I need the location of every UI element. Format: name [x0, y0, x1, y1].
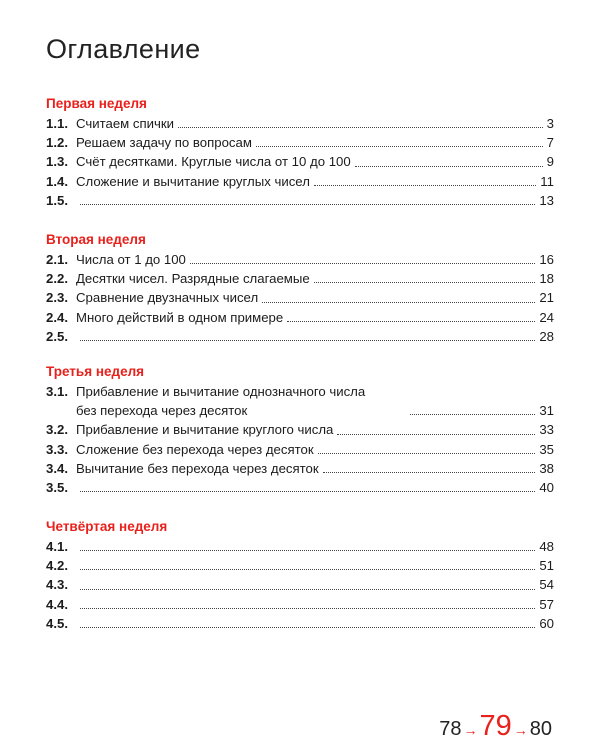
entry-page: 40: [539, 480, 554, 496]
next-page-number[interactable]: 80: [529, 718, 552, 740]
toc-entry[interactable]: [46, 382, 554, 420]
current-page-number: 79: [479, 710, 512, 742]
toc-entry[interactable]: [46, 288, 554, 307]
entry-page: 28: [539, 328, 554, 344]
week-title: Третья неделя: [46, 364, 145, 379]
entry-number: 3.2.: [46, 422, 68, 438]
toc-entry[interactable]: [46, 114, 554, 133]
dot-leader: [314, 185, 536, 186]
entry-number: 4.1.: [46, 539, 68, 554]
entry-title-line2: без перехода через десяток: [76, 403, 248, 419]
entry-number: 1.2.: [46, 135, 68, 151]
dot-leader: [318, 453, 536, 454]
entry-number: 4.4.: [46, 596, 68, 612]
toc-entry[interactable]: [46, 308, 554, 327]
entry-number: 3.3.: [46, 441, 68, 457]
dot-leader: [314, 282, 536, 283]
dot-leader: [262, 302, 535, 303]
arrow-right-icon: →: [513, 722, 528, 738]
entry-page: 38: [539, 460, 554, 476]
entry-page: 11: [540, 173, 554, 189]
dot-leader: [337, 434, 535, 435]
entry-number: 4.2.: [46, 558, 68, 574]
toc-entry[interactable]: [46, 478, 554, 497]
entry-title: Решаем задачу по вопросам: [76, 135, 252, 151]
dot-leader: [256, 146, 543, 147]
toc-entry[interactable]: [46, 614, 554, 633]
toc-entry[interactable]: [46, 327, 554, 346]
dot-leader: [80, 569, 535, 570]
entry-page: 16: [539, 252, 554, 267]
entry-page: 54: [539, 577, 554, 593]
entry-number: 1.3.: [46, 154, 68, 170]
dot-leader: [190, 263, 535, 264]
entry-page: 13: [539, 192, 554, 208]
toc-entry[interactable]: [46, 595, 554, 614]
entry-page: 33: [539, 422, 554, 438]
entry-number: 3.4.: [46, 460, 68, 476]
entry-page: 18: [539, 271, 554, 287]
entry-number: 2.5.: [46, 328, 68, 344]
entry-number: 1.5.: [46, 192, 68, 208]
toc-entry[interactable]: [46, 420, 554, 439]
entry-page: 48: [539, 539, 554, 554]
arrow-right-icon: →: [463, 722, 478, 738]
toc-entry[interactable]: [46, 152, 554, 171]
entry-number: 2.2.: [46, 271, 68, 287]
entry-title: Счёт десятками. Круглые числа от 10 до 100: [76, 154, 351, 170]
entry-page: 24: [539, 309, 554, 325]
dot-leader: [80, 204, 535, 205]
entry-title: Сложение и вычитание круглых чисел: [76, 173, 310, 189]
entry-number: 2.4.: [46, 309, 68, 325]
entry-page: 35: [539, 441, 554, 457]
entry-number: 4.5.: [46, 615, 68, 631]
dot-leader: [410, 414, 535, 415]
entry-title: Сравнение двузначных чисел: [76, 290, 259, 306]
page-title: Оглавление: [46, 34, 201, 64]
dot-leader: [323, 472, 536, 473]
dot-leader: [178, 127, 543, 128]
entry-title: Числа от 1 до 100: [76, 252, 186, 267]
dot-leader: [287, 321, 535, 322]
dot-leader: [80, 550, 535, 551]
week-title: Первая неделя: [46, 96, 147, 111]
dot-leader: [80, 340, 535, 341]
week-section-3: [46, 362, 554, 497]
week-section-1: [46, 94, 554, 210]
entry-title: Прибавление и вычитание круглого числа: [76, 422, 334, 438]
dot-leader: [80, 627, 535, 628]
entry-title-line1: Прибавление и вычитание однозначного числа: [76, 384, 366, 399]
entry-number: 3.1.: [46, 384, 68, 399]
toc-entry[interactable]: [46, 556, 554, 575]
toc-entry[interactable]: [46, 133, 554, 152]
toc-entry[interactable]: [46, 440, 554, 459]
toc-entry[interactable]: [46, 172, 554, 191]
entry-page: 7: [546, 135, 554, 151]
toc-entry[interactable]: [46, 191, 554, 210]
entry-title: Много действий в одном примере: [76, 309, 284, 325]
entry-number: 1.1.: [46, 116, 68, 131]
page-navigation: [439, 710, 552, 743]
entry-title: [76, 382, 406, 420]
prev-page-number[interactable]: 78: [439, 718, 462, 740]
entry-page: 57: [539, 596, 554, 612]
week-section-2: [46, 230, 554, 346]
entry-number: 2.1.: [46, 252, 68, 267]
week-section-4: [46, 517, 554, 633]
entry-number: 4.3.: [46, 577, 68, 593]
entry-title: Десятки чисел. Разрядные слагаемые: [76, 271, 310, 287]
entry-title: Сложение без перехода через десяток: [76, 441, 314, 457]
entry-title: Считаем спички: [76, 116, 175, 131]
entry-page: 3: [546, 116, 554, 131]
dot-leader: [80, 589, 535, 590]
entry-page: 21: [539, 290, 554, 306]
dot-leader: [80, 608, 535, 609]
entry-number: 1.4.: [46, 173, 68, 189]
week-title: Вторая неделя: [46, 232, 146, 247]
entry-number: 3.5.: [46, 480, 68, 496]
dot-leader: [80, 491, 535, 492]
entry-page: 31: [539, 403, 554, 419]
toc-entry[interactable]: [46, 269, 554, 288]
entry-title: Вычитание без перехода через десяток: [76, 460, 319, 476]
week-title: Четвёртая неделя: [46, 519, 168, 534]
entry-number: 2.3.: [46, 290, 68, 306]
toc-entry[interactable]: [46, 575, 554, 594]
entry-page: 9: [546, 154, 554, 170]
entry-page: 60: [539, 615, 554, 631]
entry-page: 51: [539, 558, 554, 574]
toc-entry[interactable]: [46, 250, 554, 269]
toc-entry[interactable]: [46, 459, 554, 478]
dot-leader: [355, 166, 543, 167]
toc-entry[interactable]: [46, 537, 554, 556]
